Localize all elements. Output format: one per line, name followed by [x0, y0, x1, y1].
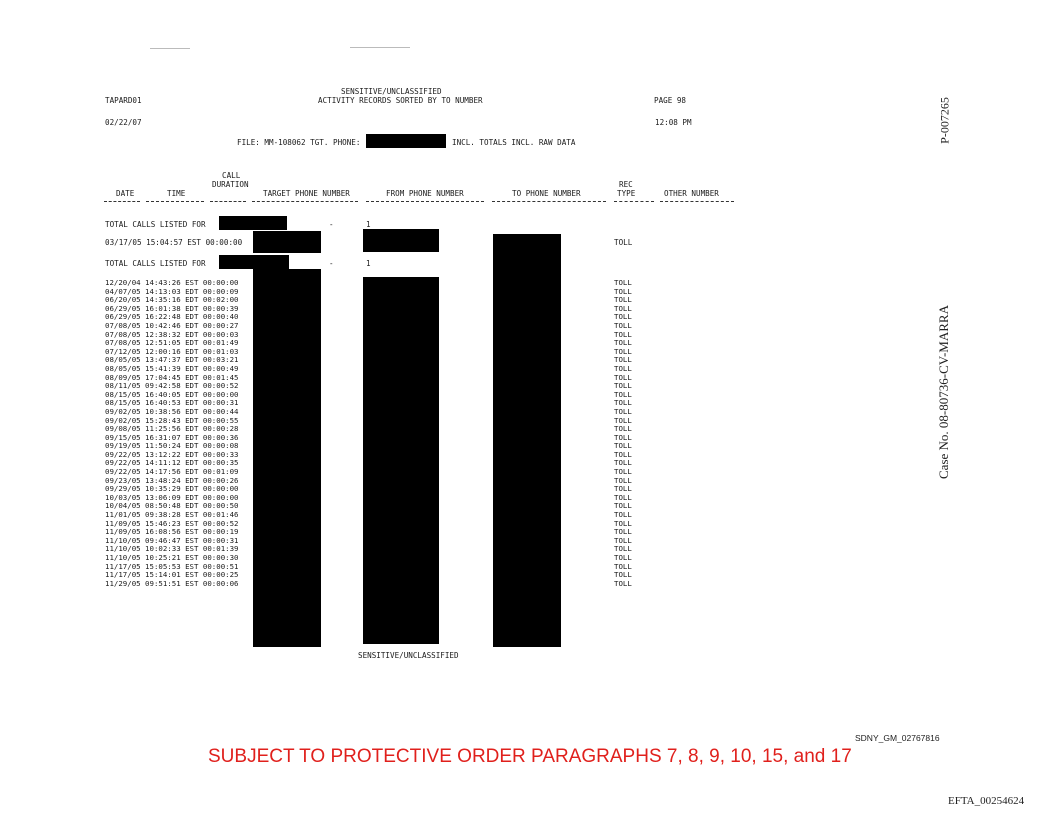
record-type: TOLL: [614, 320, 632, 330]
record-row: 08/09/05 17:04:45 EDT 00:01:45: [105, 372, 239, 382]
record-row: 07/12/05 12:00:16 EDT 00:01:03: [105, 346, 239, 356]
group1-count: 1: [366, 220, 371, 229]
record-row: 04/07/05 14:13:03 EDT 00:00:09: [105, 286, 239, 296]
record-type: TOLL: [614, 544, 632, 554]
redaction-group1-target: [253, 231, 321, 253]
record-type: TOLL: [614, 312, 632, 322]
group2-total-label: TOTAL CALLS LISTED FOR: [105, 259, 206, 268]
record-type: TOLL: [614, 578, 632, 588]
record-row: 09/22/05 14:17:56 EDT 00:01:09: [105, 467, 239, 477]
record-row: 06/29/05 16:22:48 EDT 00:00:40: [105, 312, 239, 322]
header-rule: [210, 201, 246, 202]
record-row: 11/10/05 10:02:33 EST 00:01:39: [105, 544, 239, 554]
scan-speck: [350, 47, 410, 48]
record-type: TOLL: [614, 458, 632, 468]
col-rec: REC: [619, 180, 633, 189]
record-type: TOLL: [614, 535, 632, 545]
classification-top: SENSITIVE/UNCLASSIFIED: [341, 87, 442, 96]
col-to-phone: TO PHONE NUMBER: [512, 189, 581, 198]
report-time: 12:08 PM: [655, 118, 692, 127]
record-type: TOLL: [614, 389, 632, 399]
record-type: TOLL: [614, 475, 632, 485]
report-date: 02/22/07: [105, 118, 142, 127]
record-row: 11/09/05 16:08:56 EST 00:00:19: [105, 527, 239, 537]
record-type: TOLL: [614, 518, 632, 528]
record-type: TOLL: [614, 398, 632, 408]
record-type: TOLL: [614, 355, 632, 365]
record-row: 12/20/04 14:43:26 EST 00:00:00: [105, 278, 239, 287]
header-rule: [492, 201, 606, 202]
record-row: 06/20/05 14:35:16 EDT 00:02:00: [105, 295, 239, 305]
header-rule: [104, 201, 140, 202]
redaction-from-column: [363, 277, 439, 644]
header-rule: [252, 201, 358, 202]
record-row: 10/03/05 13:06:09 EDT 00:00:00: [105, 492, 239, 502]
file-line-prefix: FILE: MM-108062 TGT. PHONE:: [237, 138, 361, 147]
record-row: 11/29/05 09:51:51 EST 00:00:06: [105, 578, 239, 588]
record-row: 11/10/05 10:25:21 EST 00:00:30: [105, 553, 239, 562]
classification-bottom: SENSITIVE/UNCLASSIFIED: [358, 651, 459, 660]
record-type: TOLL: [614, 510, 632, 520]
record-row: 08/05/05 13:47:37 EDT 00:03:21: [105, 355, 239, 365]
redaction-to-number-column: [493, 234, 561, 647]
protective-order-notice: SUBJECT TO PROTECTIVE ORDER PARAGRAPHS 7, 8, 9, 10, 15, and 17: [208, 746, 852, 767]
record-row: 11/01/05 09:38:28 EST 00:01:46: [105, 510, 239, 520]
record-type: TOLL: [614, 415, 632, 425]
col-time: TIME: [167, 189, 186, 198]
margin-stamp: P-007265: [937, 97, 952, 144]
col-duration: DURATION: [212, 180, 249, 189]
record-type: TOLL: [614, 449, 632, 459]
record-row: 09/08/05 11:25:56 EDT 00:00:28: [105, 424, 239, 434]
record-type: TOLL: [614, 424, 632, 434]
record-row: 07/08/05 12:38:32 EDT 00:00:03: [105, 329, 239, 339]
record-type: TOLL: [614, 329, 632, 339]
record-type: TOLL: [614, 467, 632, 477]
redaction-group1-from: [363, 229, 439, 252]
record-type: TOLL: [614, 570, 632, 580]
record-type: TOLL: [614, 286, 632, 296]
record-type: TOLL: [614, 278, 632, 287]
record-type: TOLL: [614, 501, 632, 511]
record-type: TOLL: [614, 303, 632, 313]
record-row: 09/29/05 10:35:29 EDT 00:00:00: [105, 484, 239, 494]
record-row: 08/05/05 15:41:39 EDT 00:00:49: [105, 363, 239, 373]
record-type: TOLL: [614, 372, 632, 382]
redaction-target-column: [253, 269, 321, 647]
record-type: TOLL: [614, 346, 632, 356]
record-row: 08/15/05 16:40:53 EDT 00:00:31: [105, 398, 239, 408]
record-type: TOLL: [614, 406, 632, 416]
record-row: 09/15/05 16:31:07 EDT 00:00:36: [105, 432, 239, 442]
col-target-phone: TARGET PHONE NUMBER: [263, 189, 350, 198]
col-call: CALL: [222, 171, 241, 180]
margin-case-number: Case No. 08-80736-CV-MARRA: [936, 305, 951, 479]
record-row: 11/09/05 15:46:23 EST 00:00:52: [105, 518, 239, 528]
header-rule: [614, 201, 654, 202]
header-rule: [146, 201, 204, 202]
scan-speck: [150, 48, 190, 49]
record-types-list: [614, 279, 632, 588]
report-title: ACTIVITY RECORDS SORTED BY TO NUMBER: [318, 96, 483, 105]
file-line-suffix: INCL. TOTALS INCL. RAW DATA: [452, 138, 576, 147]
group1-record: 03/17/05 15:04:57 EST 00:00:00: [105, 238, 243, 247]
record-row: 09/22/05 13:12:22 EDT 00:00:33: [105, 449, 239, 459]
header-rule: [660, 201, 734, 202]
record-row: 08/11/05 09:42:58 EDT 00:00:52: [105, 381, 239, 391]
record-row: 10/04/05 08:50:48 EDT 00:00:50: [105, 501, 239, 511]
report-id: TAPARD01: [105, 96, 142, 105]
group1-total-label: TOTAL CALLS LISTED FOR: [105, 220, 206, 229]
record-type: TOLL: [614, 492, 632, 502]
record-type: TOLL: [614, 553, 632, 562]
group1-dash: -: [329, 220, 334, 229]
page-number: PAGE 98: [654, 96, 687, 105]
header-rule: [366, 201, 484, 202]
record-type: TOLL: [614, 527, 632, 537]
record-type: TOLL: [614, 441, 632, 451]
record-type: TOLL: [614, 381, 632, 391]
record-type: TOLL: [614, 484, 632, 494]
record-row: 11/10/05 09:46:47 EST 00:00:31: [105, 535, 239, 545]
record-type: TOLL: [614, 338, 632, 348]
record-type: TOLL: [614, 295, 632, 305]
record-row: 06/29/05 16:01:38 EDT 00:00:39: [105, 303, 239, 313]
record-row: 09/22/05 14:11:12 EDT 00:00:35: [105, 458, 239, 468]
efta-number: EFTA_00254624: [948, 795, 1025, 807]
col-other-number: OTHER NUMBER: [664, 189, 719, 198]
group1-type: TOLL: [614, 238, 633, 247]
redaction-group2-number: [219, 255, 289, 269]
record-row: 08/15/05 16:40:05 EDT 00:00:00: [105, 389, 239, 399]
redaction-group1-number: [219, 216, 287, 230]
col-type: TYPE: [617, 189, 636, 198]
record-row: 09/02/05 15:28:43 EDT 00:00:55: [105, 415, 239, 425]
record-row: 07/08/05 12:51:05 EDT 00:01:49: [105, 338, 239, 348]
record-row: 11/17/05 15:05:53 EST 00:00:51: [105, 561, 239, 571]
group2-count: 1: [366, 259, 371, 268]
record-type: TOLL: [614, 561, 632, 571]
bates-sdny: SDNY_GM_02767816: [855, 733, 940, 743]
record-row: 09/19/05 11:50:24 EDT 00:00:08: [105, 441, 239, 451]
group2-dash: -: [329, 259, 334, 268]
records-list: [105, 279, 239, 588]
record-row: 11/17/05 15:14:01 EST 00:00:25: [105, 570, 239, 580]
col-date: DATE: [116, 189, 135, 198]
record-row: 07/08/05 10:42:46 EDT 00:00:27: [105, 320, 239, 330]
record-row: 09/02/05 10:38:56 EDT 00:00:44: [105, 406, 239, 416]
record-row: 09/23/05 13:48:24 EDT 00:00:26: [105, 475, 239, 485]
record-type: TOLL: [614, 432, 632, 442]
col-from-phone: FROM PHONE NUMBER: [386, 189, 464, 198]
redaction-target-phone: [366, 134, 446, 148]
record-type: TOLL: [614, 363, 632, 373]
